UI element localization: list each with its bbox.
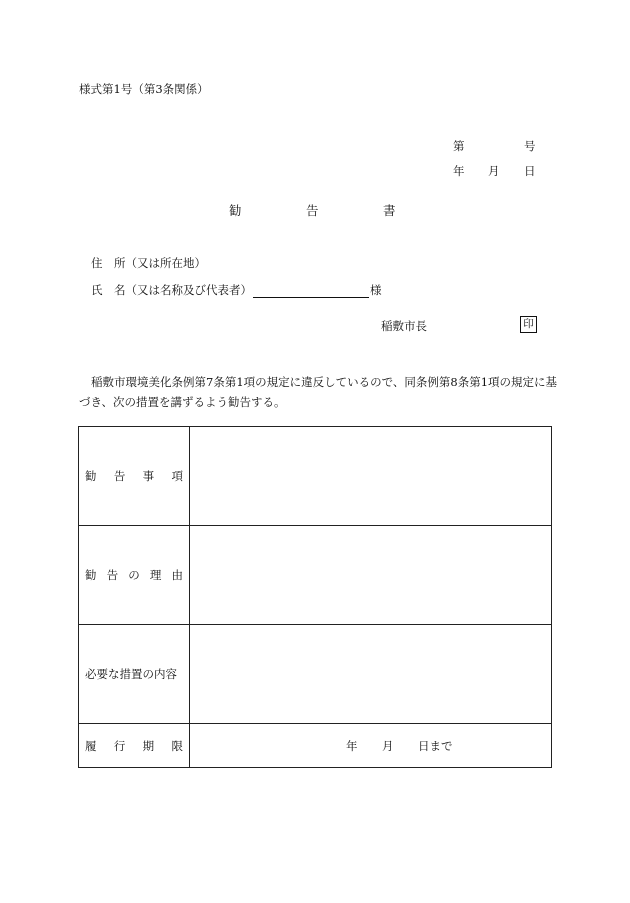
date-day: 日 <box>524 164 536 178</box>
row-value-measures[interactable] <box>190 625 552 724</box>
seal-box: 印 <box>520 316 537 333</box>
mayor-title: 稲敷市長 <box>381 319 427 333</box>
table-row <box>79 427 552 526</box>
name-label: 氏 名（又は名称及び代表者） <box>91 283 252 297</box>
number-suffix: 号 <box>524 139 536 153</box>
table-row <box>79 625 552 724</box>
title-char-1: 勧 <box>229 203 242 218</box>
body-text: 稲敷市環境美化条例第7条第1項の規定に違反しているので、同条例第8条第1項の規定に基づき、次の措置を講ずるよう勧告する。 <box>79 375 558 409</box>
date-year: 年 <box>453 164 465 178</box>
number-prefix: 第 <box>453 139 465 153</box>
deadline-year: 年 <box>346 738 358 753</box>
title-char-2: 告 <box>306 203 319 218</box>
form-id: 様式第1号（第3条関係） <box>79 82 209 96</box>
table-row <box>79 724 552 768</box>
row-label-measures: 必要な措置の内容 <box>79 625 190 724</box>
deadline-value[interactable] <box>190 724 552 768</box>
recommendation-table <box>78 426 552 768</box>
row-label-deadline: 履 行 期 限 <box>79 724 190 768</box>
honorific: 様 <box>370 283 382 297</box>
row-value-reason[interactable] <box>190 526 552 625</box>
row-label-reason: 勧 告 の 理 由 <box>79 526 190 625</box>
date-month: 月 <box>488 164 500 178</box>
title-char-3: 書 <box>383 203 396 218</box>
row-value-recommendation[interactable] <box>190 427 552 526</box>
deadline-until: 日まで <box>418 738 453 753</box>
row-label-recommendation: 勧 告 事 項 <box>79 427 190 526</box>
table-row <box>79 526 552 625</box>
name-blank-line[interactable] <box>253 285 369 298</box>
name-row <box>91 282 382 298</box>
deadline-month: 月 <box>382 738 394 753</box>
address-label: 住 所（又は所在地） <box>91 256 206 270</box>
